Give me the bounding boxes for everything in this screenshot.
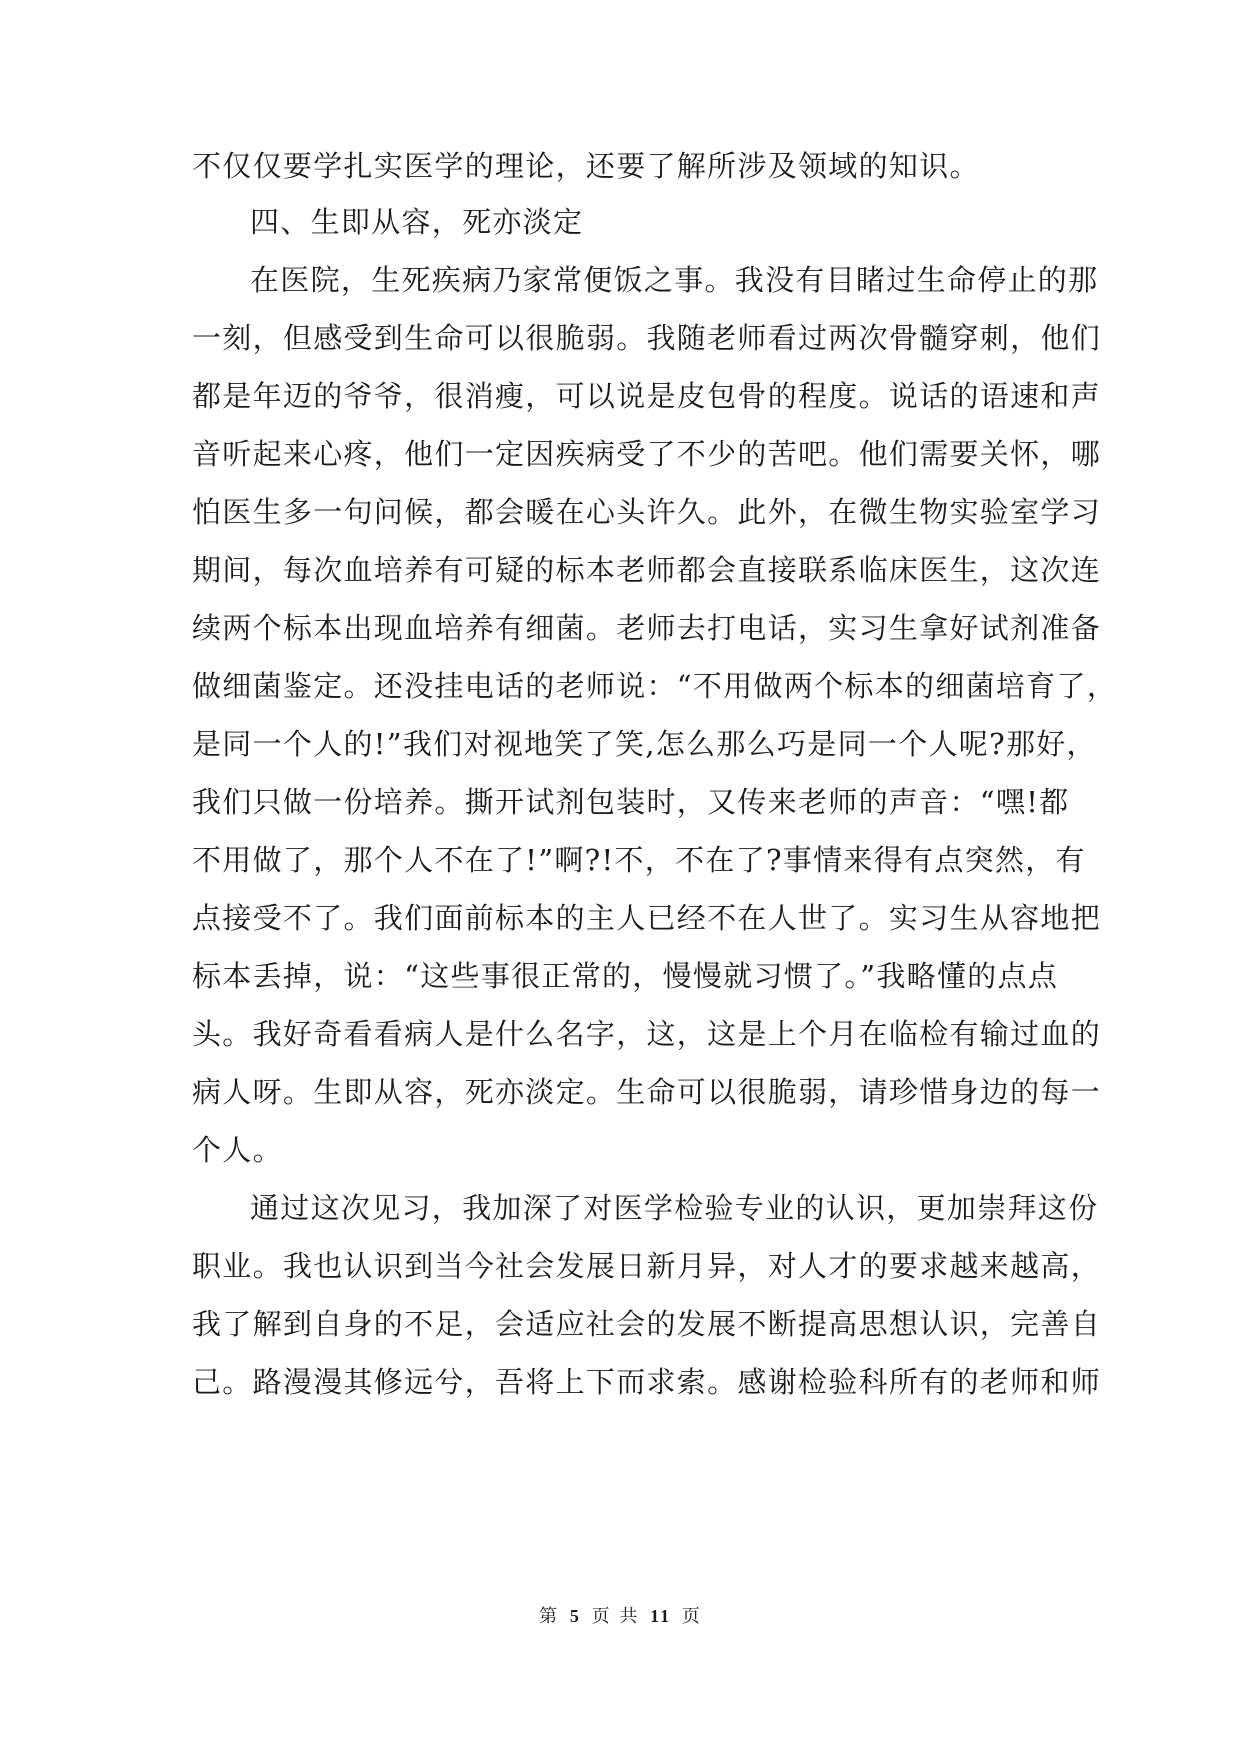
text-line-13: 不用做了，那个人不在了!”啊?!不，不在了?事情来得有点突然，有 <box>192 843 1086 877</box>
text-line-4: 一刻，但感受到生命可以很脆弱。我随老师看过两次骨髓穿刺，他们 <box>192 321 1102 355</box>
text-line-12: 我们只做一份培养。撕开试剂包装时，又传来老师的声音：“嘿!都 <box>192 785 1070 819</box>
text-line-22: 己。路漫漫其修远兮，吾将上下而求索。感谢检验科所有的老师和师 <box>192 1365 1102 1399</box>
text-line-1: 不仅仅要学扎实医学的理论，还要了解所涉及领域的知识。 <box>192 149 980 183</box>
page-footer <box>0 1605 1241 1628</box>
text-line-5: 都是年迈的爷爷，很消瘦，可以说是皮包骨的程度。说话的语速和声 <box>192 379 1102 413</box>
text-line-10: 做细菌鉴定。还没挂电话的老师说：“不用做两个标本的细菌培育了， <box>192 669 1118 703</box>
section-heading: 四、生即从容，死亦淡定 <box>250 205 584 239</box>
text-line-20: 职业。我也认识到当今社会发展日新月异，对人才的要求越来越高， <box>192 1249 1102 1283</box>
text-line-19: 通过这次见习，我加深了对医学检验专业的认识，更加崇拜这份 <box>250 1191 1099 1225</box>
text-line-11: 是同一个人的!”我们对视地笑了笑,怎么那么巧是同一个人呢?那好， <box>192 727 1097 761</box>
footer-prefix: 第 <box>539 1606 560 1627</box>
current-page-number: 5 <box>569 1606 581 1626</box>
footer-suffix: 页 <box>681 1606 702 1627</box>
text-line-17: 病人呀。生即从容，死亦淡定。生命可以很脆弱，请珍惜身边的每一 <box>192 1075 1102 1109</box>
text-line-16: 头。我好奇看看病人是什么名字，这，这是上个月在临检有输过血的 <box>192 1017 1102 1051</box>
text-line-9: 续两个标本出现血培养有细菌。老师去打电话，实习生拿好试剂准备 <box>192 611 1102 645</box>
text-line-14: 点接受不了。我们面前标本的主人已经不在人世了。实习生从容地把 <box>192 901 1102 935</box>
text-line-18: 个人。 <box>192 1133 283 1167</box>
text-line-7: 怕医生多一句问候，都会暖在心头许久。此外，在微生物实验室学习 <box>192 495 1102 529</box>
text-line-8: 期间，每次血培养有可疑的标本老师都会直接联系临床医生，这次连 <box>192 553 1102 587</box>
total-page-count: 11 <box>650 1606 672 1626</box>
text-line-3: 在医院，生死疾病乃家常便饭之事。我没有目睹过生命停止的那 <box>250 263 1099 297</box>
text-line-15: 标本丢掉，说：“这些事很正常的，慢慢就习惯了。”我略懂的点点 <box>192 959 1059 993</box>
text-line-21: 我了解到自身的不足，会适应社会的发展不断提高思想认识，完善自 <box>192 1307 1102 1341</box>
footer-middle: 页 共 <box>591 1606 640 1627</box>
text-line-6: 音听起来心疼，他们一定因疾病受了不少的苦吧。他们需要关怀，哪 <box>192 437 1102 471</box>
